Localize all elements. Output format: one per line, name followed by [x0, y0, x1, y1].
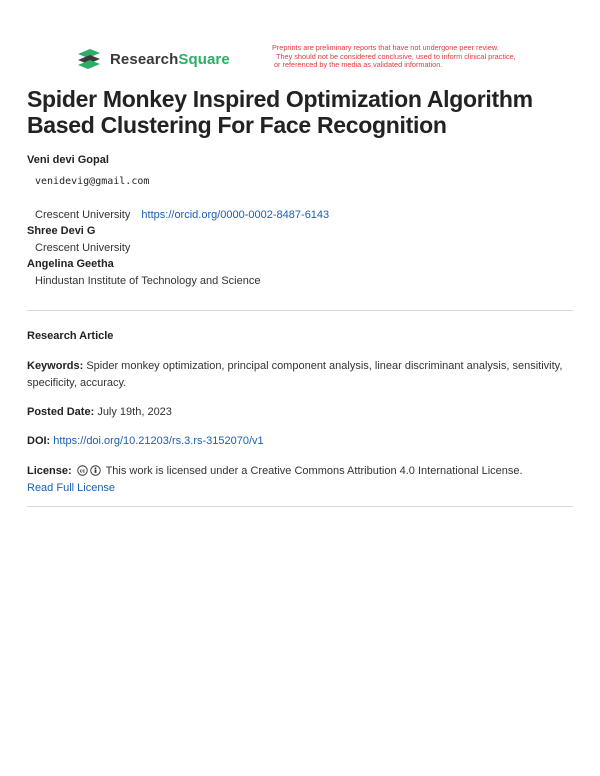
- author-name: Shree Devi G: [27, 225, 96, 237]
- doi: [27, 433, 573, 450]
- by-icon: [90, 465, 101, 476]
- author-list: [27, 153, 587, 290]
- svg-text:cc: cc: [79, 468, 86, 475]
- notice-line: or referenced by the media as validated information.: [274, 60, 443, 70]
- notice-line: Preprints are preliminary reports that have not undergone peer review.: [272, 43, 499, 52]
- posted-date-label: Posted Date:: [27, 406, 95, 418]
- orcid-link[interactable]: https://orcid.org/0000-0002-8487-6143: [141, 209, 330, 221]
- doi-label: DOI:: [27, 435, 51, 447]
- license: [27, 463, 573, 497]
- read-full-license-link[interactable]: Read Full License: [27, 482, 116, 494]
- license-label: License:: [27, 465, 72, 477]
- author-affiliation: Hindustan Institute of Technology and Science: [35, 275, 261, 287]
- posted-date-value: July 19th, 2023: [97, 406, 172, 418]
- author-name: Veni devi Gopal: [27, 154, 109, 166]
- author-affiliation: Crescent University https://orcid.org/0000-0002-8487-6143: [35, 209, 330, 221]
- posted-date: [27, 404, 573, 421]
- doi-link[interactable]: https://doi.org/10.21203/rs.3.rs-3152070/v1: [53, 435, 264, 447]
- article-type: Research Article: [27, 330, 114, 342]
- notice-line: They should not be considered conclusive, used to inform clinical practice,: [276, 51, 516, 61]
- license-text: This work is licensed under a Creative Commons Attribution 4.0 International License.: [105, 465, 523, 477]
- author-affiliation: Crescent University: [35, 242, 131, 254]
- brand-name: ResearchSquare: [110, 50, 230, 68]
- paper-title: Spider Monkey Inspired Optimization Algorithm Based Clustering For Face Recognition: [27, 86, 533, 138]
- author-name: Angelina Geetha: [27, 258, 114, 270]
- cc-icon: [77, 465, 88, 476]
- divider: [27, 310, 573, 311]
- keywords-text: Spider monkey optimization, principal component analysis, linear discriminant analysis, sensitivity, specificity, accuracy.: [27, 360, 563, 389]
- keywords: [27, 358, 573, 392]
- divider: [27, 506, 573, 507]
- research-square-logo-icon: [76, 48, 102, 70]
- author-email[interactable]: venidevig@gmail.com: [35, 176, 150, 187]
- keywords-label: Keywords:: [27, 360, 84, 372]
- preprint-notice: [272, 44, 572, 70]
- research-square-logo[interactable]: [76, 48, 230, 70]
